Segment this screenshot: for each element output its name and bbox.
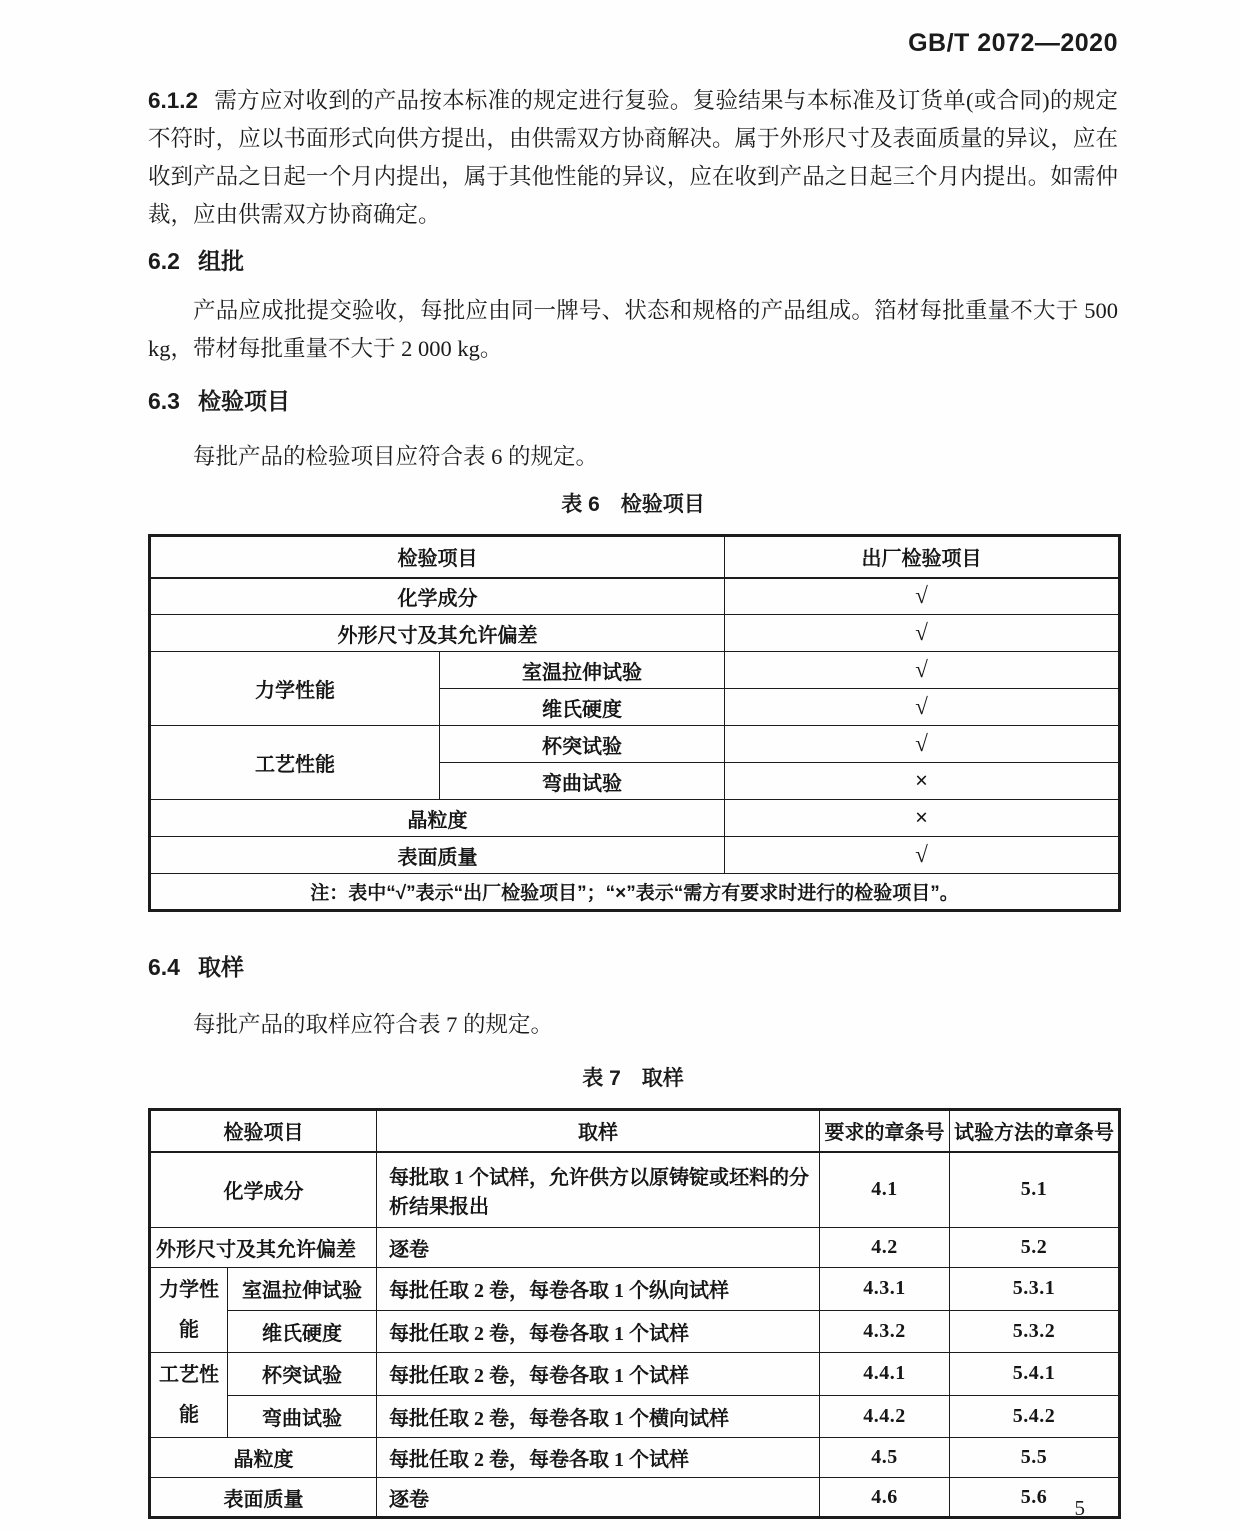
table7-chemical-method: 5.1 <box>950 1152 1120 1228</box>
table7-process-sub1: 杯突试验 <box>228 1353 377 1396</box>
table6-caption: 表 6 检验项目 <box>561 493 705 516</box>
clause-6-1-2-text: 需方应对收到的产品按本标准的规定进行复验。复验结果与本标准及订货单(或合同)的规定不符时，应以书面形式向供方提出，由供需双方协商解决。属于外形尺寸及表面质量的异议，应在收到产品之日起一个月内提出，属于其他性能的异议，应在收到产品之日起三个月内提出。如需仲裁，应由供需双方协商确定。 <box>148 88 1118 227</box>
table7-mechanical-sub1: 室温拉伸试验 <box>228 1268 377 1311</box>
section-heading-6-2 <box>148 246 1118 276</box>
table7-process-requirement2: 4.4.2 <box>820 1395 950 1438</box>
table-row <box>150 800 1120 837</box>
table7-header-method: 试验方法的章条号 <box>950 1110 1120 1152</box>
table6-surface-mark: √ <box>725 837 1120 874</box>
table-row <box>150 615 1120 652</box>
section-6-4-number: 6.4 <box>148 954 180 980</box>
section-heading-6-4 <box>148 952 1118 982</box>
table-row <box>150 1152 1120 1228</box>
table6-mechanical-mark1: √ <box>725 652 1120 689</box>
table7-grain-sampling: 每批任取 2 卷，每卷各取 1 个试样 <box>377 1438 820 1478</box>
table6-inspection-items <box>148 534 1121 912</box>
table6-grain-mark: × <box>725 800 1120 837</box>
table6-mechanical-group: 力学性能 <box>150 652 440 726</box>
section-6-3-title: 检验项目 <box>197 388 290 414</box>
table-row <box>150 1353 1120 1396</box>
table7-header-sampling: 取样 <box>377 1110 820 1152</box>
table7-chemical-label: 化学成分 <box>150 1152 377 1228</box>
page-number: 5 <box>1074 1496 1085 1520</box>
table7-grain-label: 晶粒度 <box>150 1438 377 1478</box>
table6-header-item: 检验项目 <box>150 536 725 578</box>
section-heading-6-3 <box>148 386 1118 416</box>
table7-chemical-requirement: 4.1 <box>820 1152 950 1228</box>
table7-surface-label: 表面质量 <box>150 1478 377 1518</box>
table7-process-group: 工艺性能 <box>150 1353 228 1438</box>
section-6-2-title: 组批 <box>197 248 244 274</box>
table6-note-row <box>150 874 1120 911</box>
table6-dimensions-label: 外形尺寸及其允许偏差 <box>150 615 725 652</box>
table7-caption: 表 7 取样 <box>582 1067 684 1090</box>
table6-grain-label: 晶粒度 <box>150 800 725 837</box>
table7-process-method1: 5.4.1 <box>950 1353 1120 1396</box>
table7-process-requirement1: 4.4.1 <box>820 1353 950 1396</box>
table6-mechanical-sub2: 维氏硬度 <box>440 689 725 726</box>
table7-process-method2: 5.4.2 <box>950 1395 1120 1438</box>
clause-6-2-paragraph: 产品应成批提交验收，每批应由同一牌号、状态和规格的产品组成。箔材每批重量不大于 500 kg，带材每批重量不大于 2 000 kg。 <box>148 298 1118 361</box>
table7-mechanical-requirement1: 4.3.1 <box>820 1268 950 1311</box>
table6-mechanical-mark2: √ <box>725 689 1120 726</box>
table7-mechanical-group: 力学性能 <box>150 1268 228 1353</box>
table6-surface-label: 表面质量 <box>150 837 725 874</box>
table7-header-requirement: 要求的章条号 <box>820 1110 950 1152</box>
section-6-4-title: 取样 <box>197 954 244 980</box>
table-row <box>150 1478 1120 1518</box>
table6-process-mark1: √ <box>725 726 1120 763</box>
table7-mechanical-method1: 5.3.1 <box>950 1268 1120 1311</box>
table7-grain-requirement: 4.5 <box>820 1438 950 1478</box>
table7-process-sampling1: 每批任取 2 卷，每卷各取 1 个试样 <box>377 1353 820 1396</box>
table-row <box>150 837 1120 874</box>
table-row <box>150 1395 1120 1438</box>
table7-header-item: 检验项目 <box>150 1110 377 1152</box>
table-row <box>150 652 1120 689</box>
table6-dimensions-mark: √ <box>725 615 1120 652</box>
table-row <box>150 1310 1120 1353</box>
table7-surface-method: 5.6 <box>950 1478 1120 1518</box>
table7-dimensions-requirement: 4.2 <box>820 1228 950 1268</box>
table7-header-row <box>150 1110 1120 1152</box>
table-row <box>150 1228 1120 1268</box>
table7-dimensions-method: 5.2 <box>950 1228 1120 1268</box>
table6-chemical-mark: √ <box>725 578 1120 615</box>
table7-surface-sampling: 逐卷 <box>377 1478 820 1518</box>
table7-dimensions-label: 外形尺寸及其允许偏差 <box>150 1228 377 1268</box>
table-row <box>150 726 1120 763</box>
table7-surface-requirement: 4.6 <box>820 1478 950 1518</box>
clause-6-1-2-number: 6.1.2 <box>148 88 199 113</box>
table7-sampling <box>148 1108 1121 1519</box>
table6-process-sub1: 杯突试验 <box>440 726 725 763</box>
table6-header-row <box>150 536 1120 578</box>
table7-mechanical-method2: 5.3.2 <box>950 1310 1120 1353</box>
table6-process-sub2: 弯曲试验 <box>440 763 725 800</box>
table6-note: 注：表中“√”表示“出厂检验项目”；“×”表示“需方有要求时进行的检验项目”。 <box>150 874 1120 911</box>
table6-header-factory: 出厂检验项目 <box>725 536 1120 578</box>
table7-dimensions-sampling: 逐卷 <box>377 1228 820 1268</box>
table6-process-mark2: × <box>725 763 1120 800</box>
table7-mechanical-requirement2: 4.3.2 <box>820 1310 950 1353</box>
table-row <box>150 1438 1120 1478</box>
standard-number-header: GB/T 2072—2020 <box>908 29 1118 57</box>
table-row <box>150 578 1120 615</box>
table6-process-group: 工艺性能 <box>150 726 440 800</box>
section-6-3-number: 6.3 <box>148 388 180 414</box>
clause-6-1-2-paragraph <box>148 82 1118 234</box>
clause-6-3-paragraph: 每批产品的检验项目应符合表 6 的规定。 <box>193 444 599 469</box>
table7-process-sampling2: 每批任取 2 卷，每卷各取 1 个横向试样 <box>377 1395 820 1438</box>
table6-chemical-label: 化学成分 <box>150 578 725 615</box>
table7-mechanical-sampling1: 每批任取 2 卷，每卷各取 1 个纵向试样 <box>377 1268 820 1311</box>
table7-grain-method: 5.5 <box>950 1438 1120 1478</box>
section-6-2-number: 6.2 <box>148 248 180 274</box>
table7-mechanical-sampling2: 每批任取 2 卷，每卷各取 1 个试样 <box>377 1310 820 1353</box>
table7-chemical-sampling: 每批取 1 个试样，允许供方以原铸锭或坯料的分析结果报出 <box>377 1152 820 1228</box>
table6-mechanical-sub1: 室温拉伸试验 <box>440 652 725 689</box>
table7-mechanical-sub2: 维氏硬度 <box>228 1310 377 1353</box>
clause-6-4-paragraph: 每批产品的取样应符合表 7 的规定。 <box>193 1012 554 1037</box>
table7-process-sub2: 弯曲试验 <box>228 1395 377 1438</box>
table-row <box>150 1268 1120 1311</box>
